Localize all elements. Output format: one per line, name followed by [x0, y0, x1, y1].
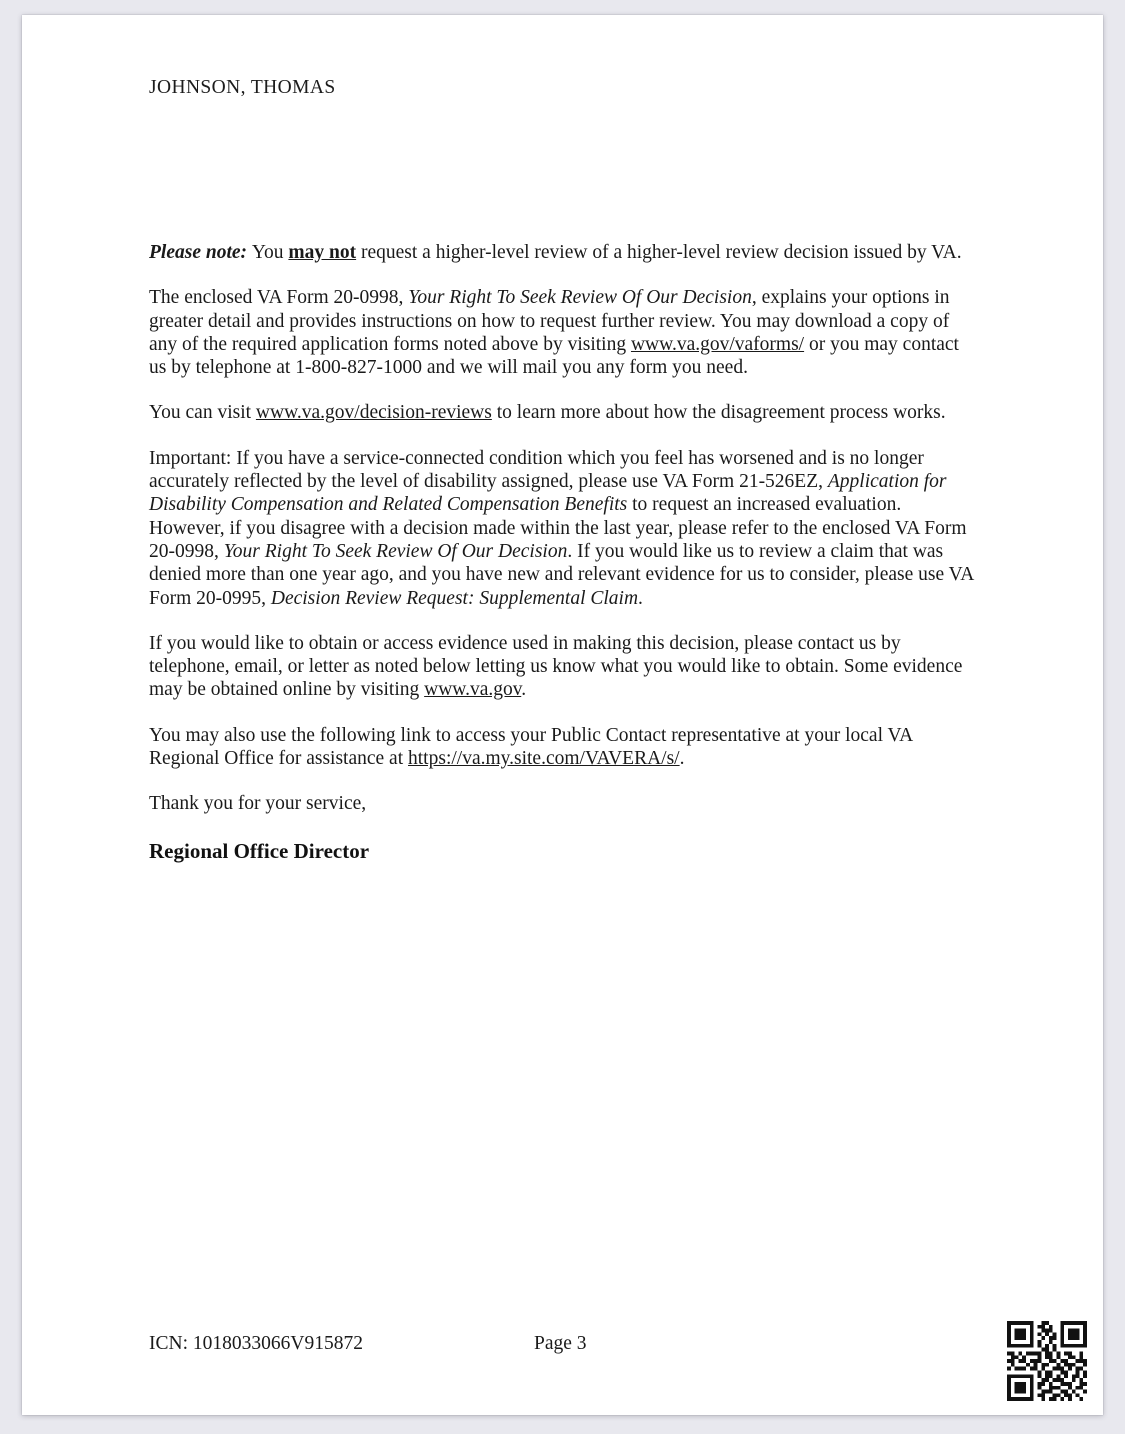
recipient-name: JOHNSON, THOMAS: [149, 77, 336, 98]
text-segment: , explains your options in greater detail and provides instructions on how to request further review. You may download a copy of any of the required application forms noted above by visiting: [149, 287, 950, 355]
text-segment: .: [521, 679, 527, 701]
text-segment: Please note:: [149, 242, 252, 263]
paragraph-enclosed-form: [149, 286, 981, 379]
page-number: Page 3: [534, 1333, 587, 1354]
text-segment: Decision Review Request: Supplemental Claim: [270, 587, 639, 609]
signature-title: Regional Office Director: [149, 838, 370, 863]
text-segment: request a higher-level review of a higher-level review decision issued by VA.: [356, 242, 962, 263]
text-segment: Application for Disability Compensation and Related Compensation Benefits: [149, 471, 947, 516]
text-segment: You can visit: [149, 402, 256, 424]
paragraph-public-contact: [149, 724, 981, 771]
inline-link[interactable]: www.va.gov: [424, 679, 522, 701]
closing-line: Thank you for your service,: [149, 793, 367, 815]
paragraph-please-note: [149, 241, 981, 264]
paragraph-obtain-evidence: [149, 632, 981, 702]
text-segment: to learn more about how the disagreement process works.: [491, 402, 946, 424]
text-segment: Important: If you have a service-connected condition which you feel has worsened and is no longer accurately reflected by the level of disability assigned, please use VA Form 21-526EZ,: [149, 447, 924, 493]
text-segment: The enclosed VA Form 20-0998,: [149, 287, 409, 309]
text-segment: may not: [288, 242, 357, 263]
text-segment: You: [251, 242, 289, 263]
text-segment: If you would like to obtain or access evidence used in making this decision, please contact us by telephone, email, or letter as noted below letting us know what you would like to obtain. Some evidence may be obtained online by visiting: [149, 632, 963, 701]
icn-number: ICN: 1018033066V915872: [149, 1333, 363, 1354]
text-segment: . If you would like us to review a claim that was denied more than one year ago, and you have new and relevant evidence for us to consider, please use VA Form 20-0995,: [149, 540, 974, 609]
inline-link[interactable]: https://va.my.site.com/VAVERA/s/: [408, 748, 680, 770]
qr-code-icon: [1007, 1321, 1087, 1401]
text-segment: or you may contact us by telephone at 1-800-827-1000 and we will mail you any form you need.: [149, 333, 959, 379]
inline-link[interactable]: www.va.gov/decision-reviews: [255, 402, 492, 424]
letter-page: [22, 15, 1103, 1415]
inline-link[interactable]: www.va.gov/vaforms/: [630, 333, 805, 355]
text-segment: .: [638, 587, 643, 609]
text-segment: to request an increased evaluation. However, if you disagree with a decision made within the last year, please refer to the enclosed VA Form 20-0998,: [149, 494, 967, 562]
text-segment: Your Right To Seek Review Of Our Decision: [408, 287, 752, 309]
text-segment: You may also use the following link to access your Public Contact representative at your local VA Regional Office for assistance at: [149, 724, 913, 770]
paragraph-important: [149, 447, 981, 610]
letter-body: [149, 241, 981, 885]
text-segment: .: [679, 748, 685, 770]
text-segment: Your Right To Seek Review Of Our Decision: [223, 540, 568, 562]
paragraph-decision-reviews: [149, 401, 981, 424]
